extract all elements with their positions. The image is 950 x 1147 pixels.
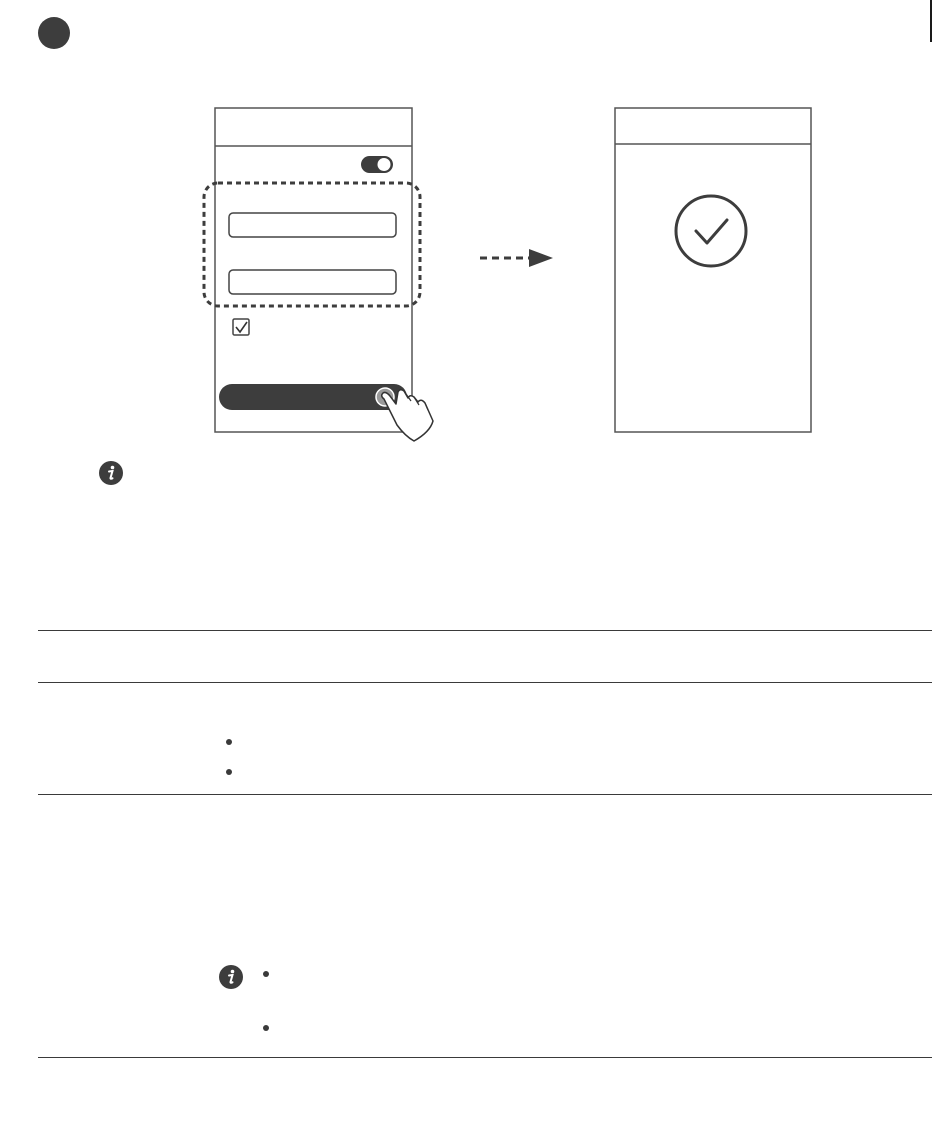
wifi-password-input[interactable] — [229, 270, 396, 294]
info-icon — [218, 964, 244, 990]
wifi-name-input[interactable] — [229, 213, 396, 237]
setup-illustration — [0, 0, 950, 460]
list-bullet — [226, 739, 232, 745]
list-bullet — [263, 971, 269, 977]
toggle-switch-icon[interactable] — [361, 156, 393, 173]
table-header-rule — [38, 682, 932, 683]
checkbox-icon[interactable] — [233, 319, 249, 335]
table-bottom-rule — [38, 1057, 932, 1058]
phone-screen-right — [615, 108, 811, 432]
phone-screen-left — [204, 108, 433, 441]
dashed-arrow-icon — [480, 249, 553, 267]
info-icon — [98, 460, 124, 486]
table-top-rule — [38, 630, 932, 631]
list-bullet — [226, 769, 232, 775]
table-row-rule — [38, 794, 932, 795]
list-bullet — [263, 1025, 269, 1031]
